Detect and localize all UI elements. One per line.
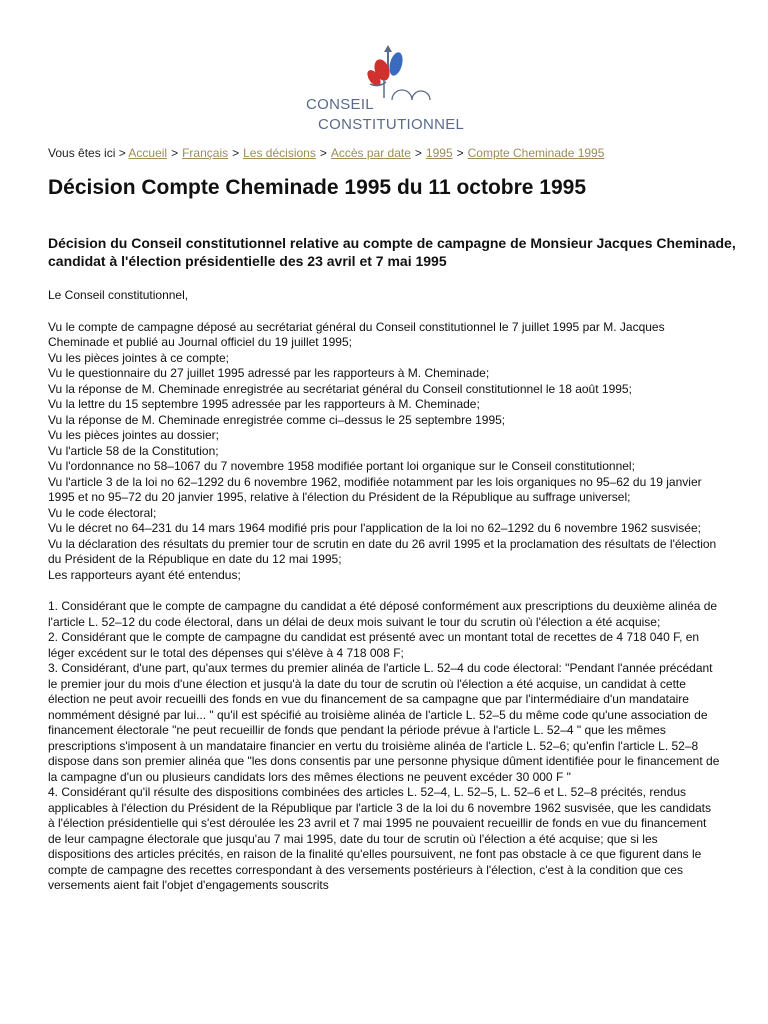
intro-text: Le Conseil constitutionnel,: [48, 288, 189, 302]
visa-line: Vu l'ordonnance no 58–1067 du 7 novembre 1958 modifiée portant loi organique sur le Conseil constitutionnel;: [48, 459, 635, 473]
breadcrumb-separator: >: [232, 146, 240, 160]
logo-text-conseil: CONSEIL: [306, 96, 374, 113]
page-title: Décision Compte Cheminade 1995 du 11 octobre 1995: [48, 176, 587, 199]
paragraph-spacer: [48, 304, 720, 320]
visa-line: Vu la déclaration des résultats du premier tour de scrutin en date du 26 avril 1995 et la proclamation des résultats de l'élection du Président de la République en date du 12 mai 1995;: [48, 536, 717, 566]
breadcrumb-link-decisions[interactable]: Les décisions: [243, 146, 316, 160]
visa-line: Vu la réponse de M. Cheminade enregistrée au secrétariat général du Conseil constitutionnel le 18 août 1995;: [48, 381, 632, 396]
breadcrumb-separator: >: [456, 146, 464, 160]
breadcrumb-link-acces-par-date[interactable]: Accès par date: [330, 146, 411, 160]
logo-text-constitutionnel: CONSTITUTIONNEL: [318, 116, 465, 133]
visa-line: Les rapporteurs ayant été entendus;: [48, 567, 241, 582]
breadcrumb-link-1995[interactable]: 1995: [425, 146, 453, 160]
visa-line: Vu le décret no 64–231 du 14 mars 1964 modifié pris pour l'application de la loi no 62–1292 du 6 novembre 1962 susvisée;: [48, 521, 701, 535]
visa-line: Vu la lettre du 15 septembre 1995 adressée par les rapporteurs à M. Cheminade;: [48, 397, 480, 411]
conseil-logo[interactable]: [300, 40, 475, 138]
breadcrumb-prefix: Vous êtes ici >: [48, 146, 126, 160]
visa-line: Vu le code électoral;: [48, 505, 157, 520]
considerant-paragraph: 2. Considérant que le compte de campagne du candidat est présenté avec un montant total de recettes de 4 718 040 F, en léger excédent sur le total des dépenses qui s'élève à 4 718 008 F;: [48, 630, 700, 660]
decision-subtitle: Décision du Conseil constitutionnel relative au compte de campagne de Monsieur Jacques Cheminade, candidat à l'élection présidentielle des 23 avril et 7 mai 1995: [48, 235, 736, 269]
visa-line: Vu l'article 58 de la Constitution;: [48, 443, 219, 458]
considerant-paragraph: 1. Considérant que le compte de campagne du candidat a été déposé conformément aux prescriptions du deuxième alinéa de l'article L. 52–12 du code électoral, dans un délai de deux mois suivant le tour du scrutin où l'élection a été acquise;: [48, 599, 718, 629]
decision-body: [48, 288, 720, 894]
considerant-paragraph: 4. Considérant qu'il résulte des dispositions combinées des articles L. 52–4, L. 52–5, L. 52–6 et L. 52–8 précités, rendus applicables à l'élection du Président de la République par l'article 3 de la loi du 6 novembre 1962 susvisée, que les candidats à l'élection présidentielle qui s'est déroulée les 23 avril et 7 mai 1995 ne pouvaient recueillir de fonds en vue du financement de leur campagne électorale que jusqu'au 7 mai 1995, date du tour de scrutin où l'élection a été acquise; que si les dispositions des articles précités, en raison de la finalité qu'elles poursuivent, ne font pas obstacle à ce que figurent dans le compte de campagne des recettes correspondant à des versements postérieurs à l'élection, c'est à la condition que ces versements aient fait l'objet d'engagements souscrits: [48, 785, 711, 892]
paragraph-spacer: [48, 583, 720, 599]
visa-line: Vu les pièces jointes au dossier;: [48, 428, 219, 442]
visa-line: Vu l'article 3 de la loi no 62–1292 du 6 novembre 1962, modifiée notamment par les lois organiques no 95–62 du 19 janvier 1995 et no 95–72 du 20 janvier 1995, relative à l'élection du Président de la République au suffrage universel;: [48, 474, 702, 504]
breadcrumb-link-compte-cheminade[interactable]: Compte Cheminade 1995: [467, 146, 605, 160]
breadcrumb-separator: >: [414, 146, 422, 160]
visa-line: Vu les pièces jointes à ce compte;: [48, 350, 229, 365]
breadcrumb-link-francais[interactable]: Français: [182, 146, 229, 160]
considerant-paragraph: 3. Considérant, d'une part, qu'aux termes du premier alinéa de l'article L. 52–4 du code électoral: "Pendant l'année précédant le premier jour du mois d'une élection et jusqu'à la date du tour de scrutin où l'élection a été acquise, un candidat à cette élection ne peut avoir recueilli des fonds en vue du financement de sa campagne que par l'intermédiaire d'un mandataire nommément désigné par lui... " qu'il est spécifié au troisième alinéa de l'article L. 52–5 du même code qu'une association de financement électorale "ne peut recueillir de fonds que pendant la période prévue à l'article L. 52–4 " que les mêmes prescriptions s'imposent à un mandataire financier en vertu du troisième alinéa de l'article L. 52–6; qu'enfin l'article L. 52–8 dispose dans son premier alinéa que "les dons consentis par une personne physique dûment identifiée pour le financement de la campagne d'un ou plusieurs candidats lors des mêmes élections ne peuvent excéder 30 000 F ": [48, 661, 720, 784]
breadcrumb-separator: >: [171, 146, 179, 160]
breadcrumb-separator: >: [319, 146, 327, 160]
visa-line: Vu le compte de campagne déposé au secrétariat général du Conseil constitutionnel le 7 juillet 1995 par M. Jacques Cheminade et publié au Journal officiel du 19 juillet 1995;: [48, 319, 665, 349]
breadcrumb: [48, 146, 604, 160]
visa-line: Vu la réponse de M. Cheminade enregistrée comme ci–dessus le 25 septembre 1995;: [48, 412, 506, 427]
breadcrumb-link-accueil[interactable]: Accueil: [128, 146, 168, 160]
visa-line: Vu le questionnaire du 27 juillet 1995 adressé par les rapporteurs à M. Cheminade;: [48, 366, 490, 380]
